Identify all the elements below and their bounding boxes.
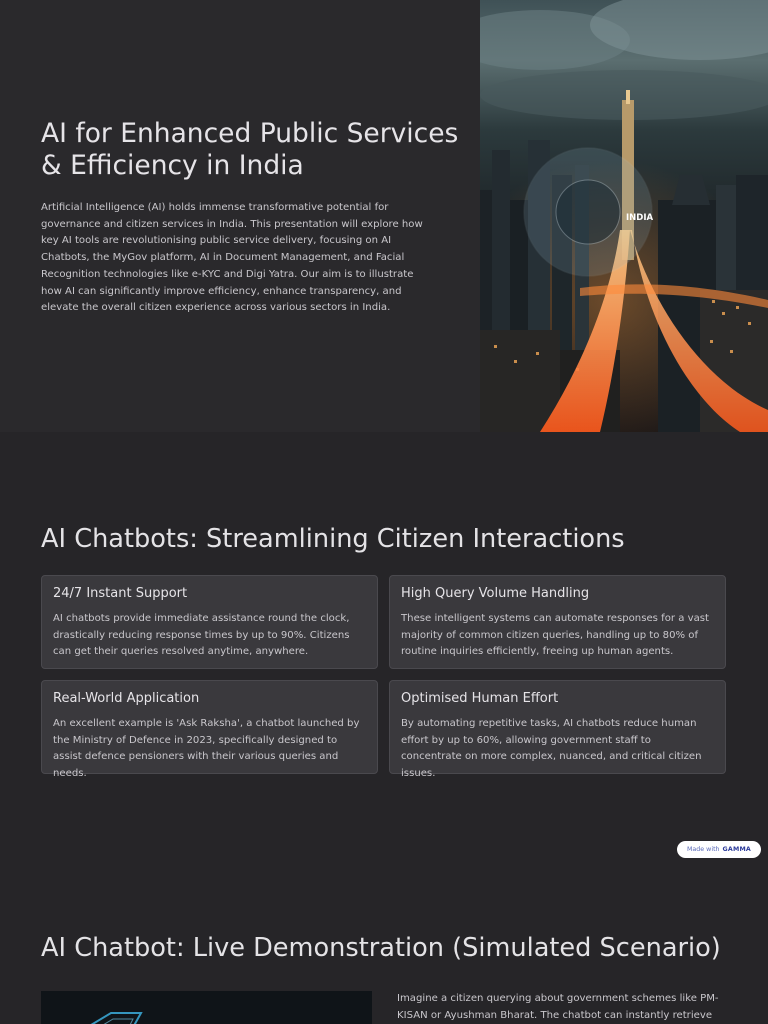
card-title: High Query Volume Handling — [401, 586, 590, 601]
demo-paragraph: Imagine a citizen querying about government schemes like PM-KISAN or Ayushman Bharat. The chatbot can instantly retrieve — [397, 993, 719, 1021]
intro-paragraph: Artificial Intelligence (AI) holds immense transformative potential for governance and citizen services in India. This presentation will explore how key AI tools are revolutionising public service delivery, focusing on AI Chatbots, the MyGov platform, AI in Document Management, and Facial Recognition technologies like e-KYC and Digi Yatra. Our aim is to illustrate how AI can significantly improve efficiency, enhance transparency, and elevate the overall citizen experience across various sectors in India. — [41, 202, 423, 314]
slide-demo — [0, 864, 768, 1024]
card-title: Real-World Application — [53, 691, 200, 706]
india-label: INDIA — [626, 213, 654, 223]
made-with-label: Made with — [687, 846, 720, 853]
neon-device-illustration — [41, 991, 372, 1024]
card-text: AI chatbots provide immediate assistance round the clock, drastically reducing response times by up to 90%. Citizens can get their queries resolved anytime, anywhere. — [53, 613, 350, 658]
feature-card — [41, 680, 378, 780]
city-night-image — [480, 0, 768, 432]
feature-card — [389, 680, 726, 780]
section-title: AI Chatbots: Streamlining Citizen Interactions — [41, 524, 625, 554]
page-title: AI for Enhanced Public Services & Efficiency in India — [41, 118, 459, 181]
slide-chatbots — [0, 432, 768, 864]
card-text: An excellent example is 'Ask Raksha', a chatbot launched by the Ministry of Defence in 2023, specifically designed to assist defence pensioners with their various queries and needs. — [53, 718, 360, 780]
demo-image — [41, 991, 372, 1024]
card-title: 24/7 Instant Support — [53, 586, 188, 601]
slide-hero — [0, 0, 768, 432]
card-text: By automating repetitive tasks, AI chatbots reduce human effort by up to 60%, allowing government staff to concentrate on more complex, nuanced, and critical citizen issues. — [401, 718, 702, 780]
card-text: These intelligent systems can automate responses for a vast majority of common citizen queries, handling up to 80% of routine inquiries efficiently, freeing up human agents. — [401, 613, 709, 658]
gamma-logo: GAMMA — [722, 846, 751, 853]
card-title: Optimised Human Effort — [401, 691, 559, 706]
made-with-gamma-badge[interactable] — [677, 841, 761, 858]
section-title: AI Chatbot: Live Demonstration (Simulated Scenario) — [41, 933, 721, 963]
feature-card — [389, 575, 726, 669]
city-illustration — [480, 0, 768, 432]
feature-card — [41, 575, 378, 669]
